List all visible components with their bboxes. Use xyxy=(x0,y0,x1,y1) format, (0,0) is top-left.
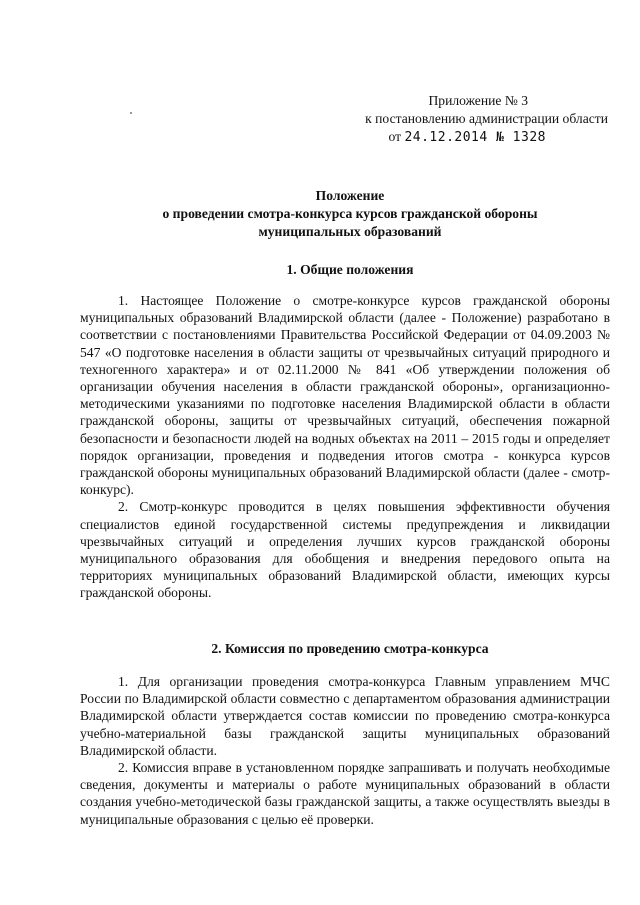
document-title xyxy=(70,187,630,241)
section-1-paragraph-1: 1. Настоящее Положение о смотре-конкурсе курсов гражданской обороны муниципальных образований Владимирской области (далее - Положение) разработано в соответствии с постановлениями Правительства Российской Федерации от 04.09.2003 № 547 «О подготовке населения в области защиты от чрезвычайных ситуаций природного и техногенного характера» и от 02.11.2000 № 841 «Об утверждении положения об организации обучения населения в области гражданской обороны», организационно-методическими указаниями по подготовке населения Владимирской области в области гражданской обороны, защиты от чрезвычайных ситуаций, обеспечения пожарной безопасности и безопасности людей на водных объектах на 2011 – 2015 годы и определяет порядок организации, проведения и подведения итогов смотра - конкурса курсов гражданской обороны муниципальных образований Владимирской области (далее - смотр-конкурс). xyxy=(80,293,610,498)
title-line-2: о проведении смотра-конкурса курсов гражданской обороны xyxy=(162,206,538,221)
appendix-number: Приложение № 3 xyxy=(428,93,528,108)
section-2-paragraph-1: 1. Для организации проведения смотра-конкурса Главным управлением МЧС России по Владимирской области совместно с департаментом образования администрации Владимирской области утверждается состав комиссии по проведению смотра-конкурса учебно-материальной базы гражданской защиты муниципальных образований Владимирской области. xyxy=(80,674,610,758)
title-line-1: Положение xyxy=(315,188,385,203)
title-line-3: муниципальных образований xyxy=(258,224,442,239)
appendix-reference: к постановлению администрации области xyxy=(365,111,608,126)
section-1-heading: 1. Общие положения xyxy=(286,262,414,277)
section-2-heading: 2. Комиссия по проведению смотра-конкурса xyxy=(211,641,489,656)
appendix-header xyxy=(365,92,608,147)
section-1-paragraph-2: 2. Смотр-конкурс проводится в целях повышения эффективности обучения специалистов единой государственной системы предупреждения и ликвидации чрезвычайных ситуаций и определения лучших курсов гражданской обороны муниципального образования для обобщения и внедрения передового опыта на территориях муниципальных образований Владимирской области, имеющих курсы гражданской обороны. xyxy=(80,499,610,601)
section-1-body xyxy=(80,292,610,602)
scan-speck xyxy=(130,112,132,114)
appendix-date-line xyxy=(365,128,608,147)
section-2-body xyxy=(80,673,610,828)
appendix-date-stamp: 24.12.2014 № 1328 xyxy=(404,130,546,145)
section-2-paragraph-2: 2. Комиссия вправе в установленном порядке запрашивать и получать необходимые сведения, документы и материалы о работе муниципальных образований в области создания учебно-методической базы гражданской защиты, а также осуществлять выезды в муниципальные образования с целью её проверки. xyxy=(80,760,610,827)
appendix-date-prefix: от xyxy=(388,129,402,144)
